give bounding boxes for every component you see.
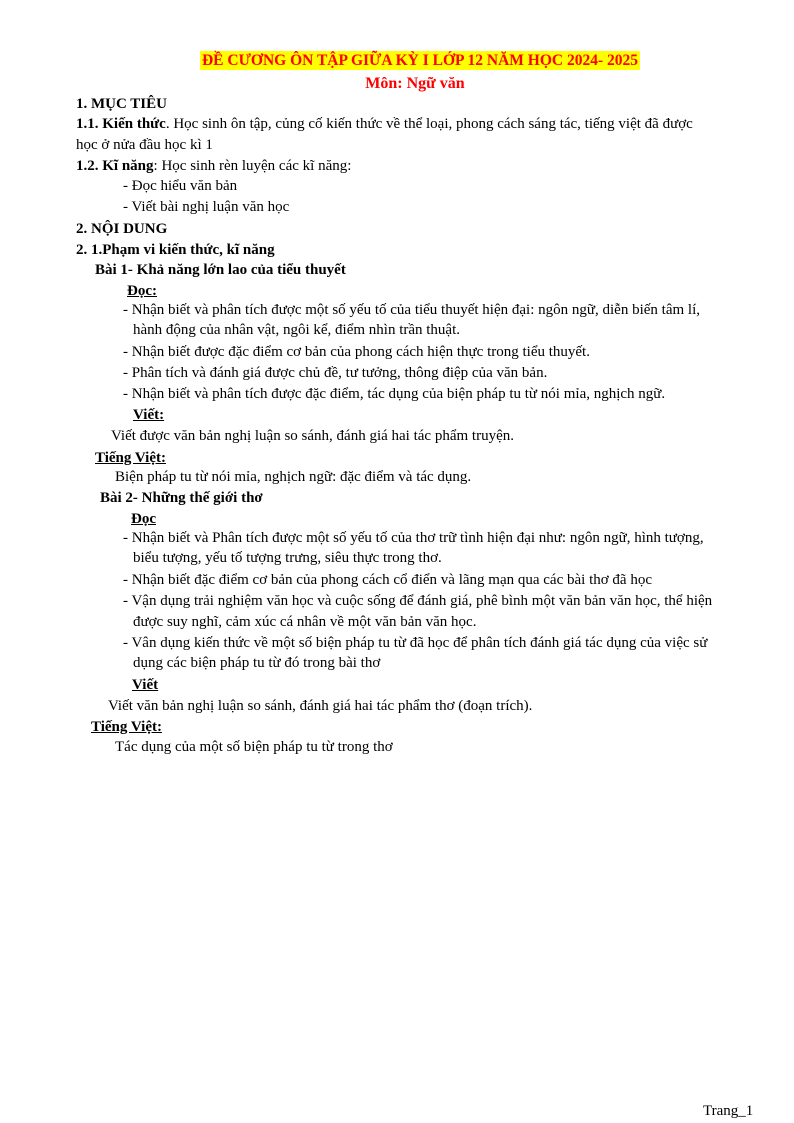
knowledge-text: . Học sinh ôn tập, củng cố kiến thức về thể loại, phong cách sáng tác, tiếng việt đã được xyxy=(165,116,693,132)
skills-text: : Học sinh rèn luyện các kĩ năng: xyxy=(153,158,352,174)
lesson-2-doc-item: - Nhận biết đặc điểm cơ bản của phong cách cổ điển và lãng mạn qua các bài thơ đã học xyxy=(123,572,652,588)
skills-item: - Đọc hiểu văn bản xyxy=(123,178,238,194)
lesson-2-doc-label: Đọc xyxy=(131,511,156,527)
subject-row xyxy=(0,74,794,94)
lesson-1-doc-item: - Phân tích và đánh giá được chủ đề, tư tưởng, thông điệp của văn bản. xyxy=(123,365,548,381)
lesson-1-tv-label: Tiếng Việt: xyxy=(95,450,166,466)
lesson-2-doc-item: được suy nghĩ, cảm xúc cá nhân về một văn bản văn học. xyxy=(133,614,477,630)
knowledge-line xyxy=(76,114,693,135)
lesson-2-doc-item: - Vân dụng kiến thức về một số biện pháp tu từ đã học để phân tích đánh giá tác dụng của việc sử xyxy=(123,635,708,651)
lesson-1-tv-text: Biện pháp tu từ nói mỉa, nghịch ngữ: đặc điểm và tác dụng. xyxy=(115,469,472,485)
lesson-1-doc-item: - Nhận biết và phân tích được đặc điểm, tác dụng của biện pháp tu từ nói mỉa, nghịch ngữ. xyxy=(123,386,666,402)
lesson-1-doc-item: hành động của nhân vật, ngôi kể, điểm nhìn trần thuật. xyxy=(133,322,461,338)
lesson-2-viet-label: Viết xyxy=(132,677,159,693)
skills-item: - Viết bài nghị luận văn học xyxy=(123,199,290,215)
lesson-1-viet-text: Viết được văn bản nghị luận so sánh, đánh giá hai tác phẩm truyện. xyxy=(111,428,514,444)
lesson-1-viet-label: Viết: xyxy=(133,407,165,423)
lesson-2-tv-label: Tiếng Việt: xyxy=(91,719,162,735)
title-row xyxy=(0,51,794,70)
skills-line xyxy=(76,156,351,177)
section-2-heading: 2. NỘI DUNG xyxy=(76,221,168,237)
page-number: Trang_1 xyxy=(703,1103,754,1119)
lesson-2-doc-item: dụng các biện pháp tu từ đó trong bài thơ xyxy=(133,655,381,671)
lesson-1-title: Bài 1- Khả năng lớn lao của tiểu thuyết xyxy=(95,262,346,278)
lesson-2-doc-item: biểu tượng, yếu tố tượng trưng, siêu thực trong thơ. xyxy=(133,550,442,566)
knowledge-text-cont: học ở nửa đầu học kì 1 xyxy=(76,137,213,153)
lesson-2-viet-text: Viết văn bản nghị luận so sánh, đánh giá hai tác phẩm thơ (đoạn trích). xyxy=(108,698,533,714)
knowledge-label: 1.1. Kiến thức xyxy=(76,116,166,132)
subject-line: Môn: Ngữ văn xyxy=(365,75,465,92)
lesson-2-doc-item: - Vận dụng trải nghiệm văn học và cuộc sống để đánh giá, phê bình một văn bản văn học, thể hiện xyxy=(123,593,713,609)
lesson-1-doc-item: - Nhận biết và phân tích được một số yếu tố của tiểu thuyết hiện đại: ngôn ngữ, diễn biến tâm lí, xyxy=(123,302,700,318)
section-1-heading: 1. MỤC TIÊU xyxy=(76,96,167,112)
lesson-2-doc-item: - Nhận biết và Phân tích được một số yếu tố của thơ trữ tình hiện đại như: ngôn ngữ, hình tượng, xyxy=(123,530,704,546)
lesson-2-tv-text: Tác dụng của một số biện pháp tu từ trong thơ xyxy=(115,739,393,755)
document-title: ĐỀ CƯƠNG ÔN TẬP GIỮA KỲ I LỚP 12 NĂM HỌC 2024- 2025 xyxy=(201,52,639,69)
lesson-1-doc-label: Đọc: xyxy=(127,283,157,299)
lesson-1-doc-item: - Nhận biết được đặc điểm cơ bản của phong cách hiện thực trong tiểu thuyết. xyxy=(123,344,590,360)
lesson-2-title: Bài 2- Những thế giới thơ xyxy=(100,490,263,506)
section-2-subheading: 2. 1.Phạm vi kiến thức, kĩ năng xyxy=(76,242,275,258)
skills-label: 1.2. Kĩ năng xyxy=(76,158,154,174)
